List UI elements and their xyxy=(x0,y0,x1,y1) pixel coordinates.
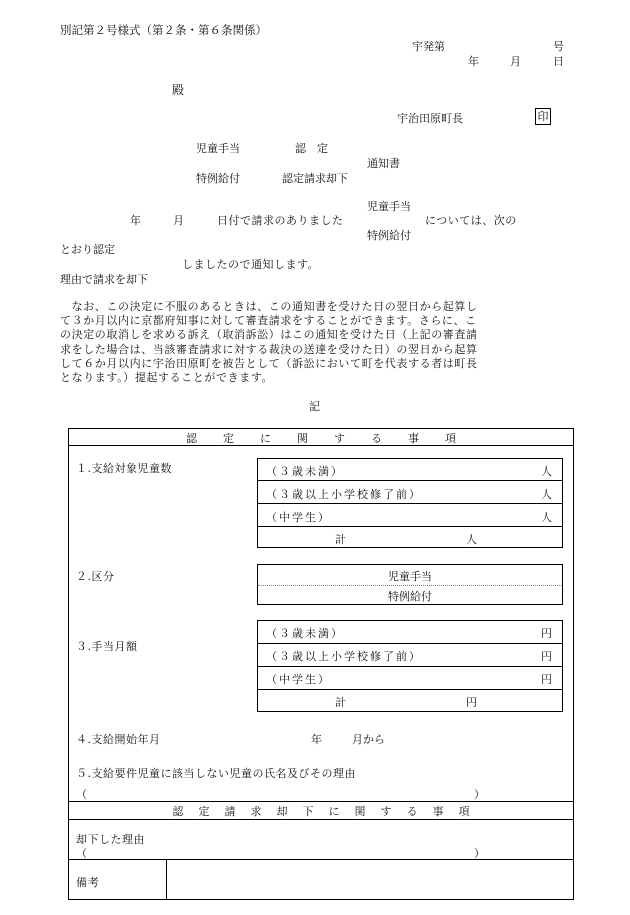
item2-label: ２.区分 xyxy=(76,570,115,583)
count-row-unit: 人 xyxy=(541,488,552,501)
rejection-close-paren: ） xyxy=(474,847,485,860)
divider xyxy=(257,503,563,504)
paragraph-line: 求をした場合は、当該審査請求に対する裁決の送達を受けた日）の翌日から起算 xyxy=(60,342,478,356)
amount-total-label: 計 xyxy=(335,696,346,709)
paragraph-line: なお、この決定に不服のあるときは、この通知書を受けた日の翌日から起算し xyxy=(60,300,478,313)
item4-label: ４.支給開始年月 xyxy=(76,733,161,746)
title-special-payment: 特例給付 xyxy=(196,172,240,185)
divider xyxy=(257,689,563,690)
paragraph-line: となります。）提起することができます。 xyxy=(60,371,274,385)
intro-rejected-prefix: 理由で請求を却下 xyxy=(60,273,148,286)
count-total-label: 計 xyxy=(335,533,346,546)
divider xyxy=(257,666,563,667)
date-year: 年 xyxy=(468,55,479,68)
rejection-reason-label: 却下した理由 xyxy=(76,833,145,846)
sender-name: 宇治田原町長 xyxy=(397,112,463,125)
count-row-label: （３歳未満） xyxy=(266,465,344,478)
title-notice: 通知書 xyxy=(367,157,400,170)
divider xyxy=(166,859,167,900)
title-certification: 認 定 xyxy=(295,142,328,155)
ki-heading: 記 xyxy=(309,400,320,413)
category-option-special: 特例給付 xyxy=(388,590,432,603)
intro-special-payment: 特例給付 xyxy=(367,229,411,242)
item5-open-paren: （ xyxy=(76,788,87,801)
divider xyxy=(68,859,574,860)
paragraph-line: て３か月以内に京都府知事に対して審査請求をすることができます。さらに、こ xyxy=(60,314,477,328)
document-number-prefix: 宇発第 xyxy=(412,40,445,53)
divider xyxy=(68,819,574,820)
intro-year: 年 xyxy=(130,214,141,227)
paragraph-line: して６か月以内に宇治田原町を被告として（訴訟において町を代表する者は町長 xyxy=(60,356,478,370)
intro-date-text: 日付で請求のありました xyxy=(217,214,344,227)
paragraph-line: の決定の取消しを求める訴え（取消訴訟）はこの通知を受けた日（上記の審査請 xyxy=(60,328,478,342)
divider xyxy=(257,526,563,527)
rejection-open-paren: （ xyxy=(76,847,87,860)
intro-allowance: 児童手当 xyxy=(367,200,411,213)
count-row-label: （３歳以上小学校修了前） xyxy=(266,488,422,501)
document-number-suffix: 号 xyxy=(553,40,564,53)
amount-row-label: （３歳以上小学校修了前） xyxy=(266,650,422,663)
amount-row-label: （中学生） xyxy=(266,673,331,686)
count-row-unit: 人 xyxy=(541,511,552,524)
item4-month-from: 月から xyxy=(352,733,385,746)
item5-label: ５.支給要件児童に該当しない児童の氏名及びその理由 xyxy=(76,767,356,780)
intro-notify: しましたので通知します。 xyxy=(182,258,320,271)
appeal-notice-paragraph xyxy=(60,300,570,385)
recipient-honorific: 殿 xyxy=(172,83,185,97)
category-option-allowance: 児童手当 xyxy=(388,570,432,583)
count-row-label: （中学生） xyxy=(266,511,331,524)
remarks-label: 備考 xyxy=(76,876,100,889)
intro-following: については、次の xyxy=(425,214,517,227)
item4-year: 年 xyxy=(311,733,322,746)
item1-label: １.支給対象児童数 xyxy=(76,462,172,475)
rejection-heading: 認定請求却下に関する事項 xyxy=(172,805,485,818)
divider xyxy=(257,480,563,481)
title-allowance: 児童手当 xyxy=(196,142,240,155)
item5-close-paren: ） xyxy=(474,788,485,801)
amount-total-unit: 円 xyxy=(466,696,477,709)
form-title: 別記第２号様式（第２条・第６条関係） xyxy=(60,23,267,37)
count-row-unit: 人 xyxy=(541,465,552,478)
amount-row-unit: 円 xyxy=(541,650,552,663)
count-total-unit: 人 xyxy=(466,533,477,546)
item3-label: ３.手当月額 xyxy=(76,640,138,653)
title-rejection: 認定請求却下 xyxy=(282,172,348,185)
intro-month: 月 xyxy=(173,214,184,227)
certification-heading: 認定に関する事項 xyxy=(186,432,482,445)
seal-stamp: 印 xyxy=(535,108,551,125)
date-day: 日 xyxy=(553,55,564,68)
intro-certified-prefix: とおり認定 xyxy=(60,243,115,256)
divider xyxy=(257,643,563,644)
amount-row-label: （３歳未満） xyxy=(266,627,344,640)
divider xyxy=(258,585,562,586)
date-month: 月 xyxy=(510,55,521,68)
amount-row-unit: 円 xyxy=(541,673,552,686)
divider xyxy=(68,801,574,802)
amount-row-unit: 円 xyxy=(541,627,552,640)
